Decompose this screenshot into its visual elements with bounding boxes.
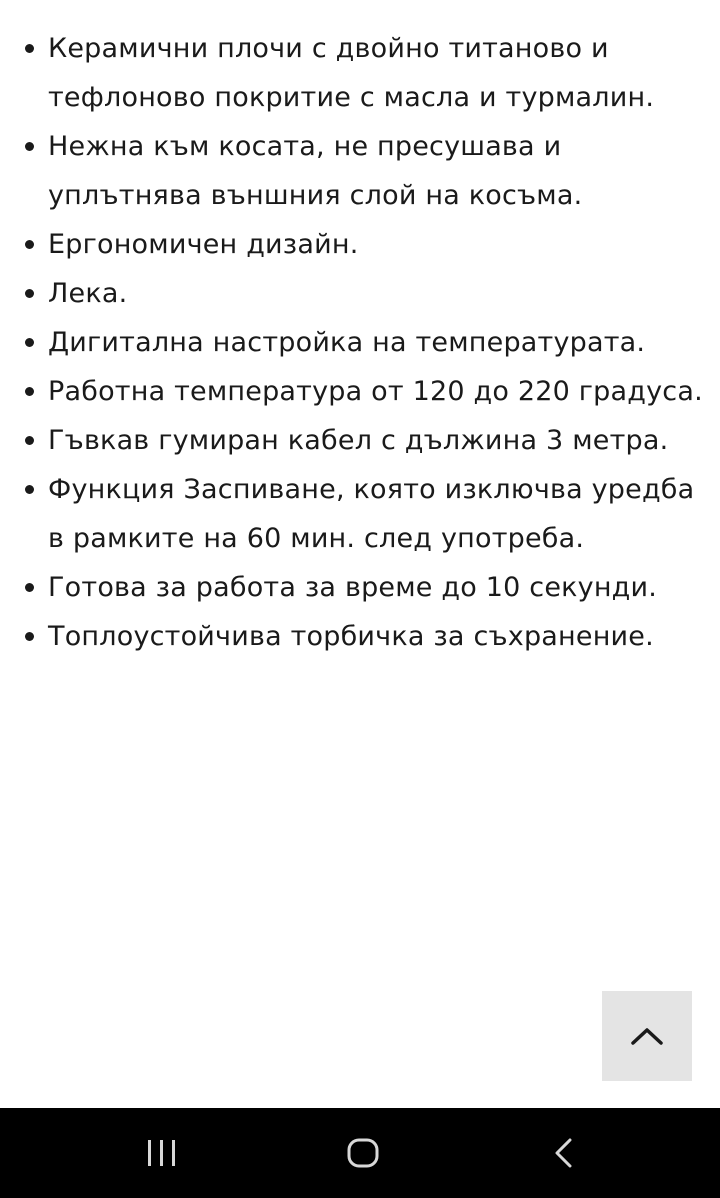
list-item (0, 465, 704, 563)
feature-text: Керамични плочи с двойно титаново и тефлоново покритие с масла и турмалин. (48, 33, 655, 113)
feature-text: Лека. (48, 278, 128, 309)
bullet-icon (25, 583, 34, 592)
bullet-icon (25, 436, 34, 445)
bullet-icon (25, 485, 34, 494)
list-item (0, 416, 704, 465)
back-button[interactable] (519, 1108, 609, 1198)
feature-text: Топлоустойчива торбичка за съхранение. (48, 621, 654, 652)
home-icon (347, 1138, 379, 1168)
back-icon (552, 1137, 576, 1169)
bullet-icon (25, 338, 34, 347)
system-navigation-bar (0, 1108, 720, 1198)
list-item (0, 122, 704, 220)
feature-text: Готова за работа за време до 10 секунди. (48, 572, 658, 603)
list-item (0, 367, 704, 416)
bullet-icon (25, 240, 34, 249)
recents-button[interactable] (117, 1108, 207, 1198)
list-item (0, 612, 704, 661)
home-button[interactable] (318, 1108, 408, 1198)
bullet-icon (25, 632, 34, 641)
bullet-icon (25, 142, 34, 151)
list-item (0, 220, 704, 269)
scroll-to-top-button[interactable] (602, 991, 692, 1081)
recents-icon (146, 1138, 178, 1168)
bullet-icon (25, 289, 34, 298)
list-item (0, 269, 704, 318)
feature-text: Нежна към косата, не пресушава и уплътнява външния слой на косъма. (48, 131, 583, 211)
bullet-icon (25, 44, 34, 53)
feature-text: Функция Заспиване, която изключва уредба в рамките на 60 мин. след употреба. (48, 474, 695, 554)
chevron-up-icon (630, 1026, 664, 1046)
list-item (0, 318, 704, 367)
feature-text: Ергономичен дизайн. (48, 229, 359, 260)
list-item (0, 563, 704, 612)
feature-text: Работна температура от 120 до 220 градуса. (48, 376, 703, 407)
bullet-icon (25, 387, 34, 396)
list-item (0, 24, 704, 122)
feature-text: Дигитална настройка на температурата. (48, 327, 646, 358)
feature-text: Гъвкав гумиран кабел с дължина 3 метра. (48, 425, 669, 456)
